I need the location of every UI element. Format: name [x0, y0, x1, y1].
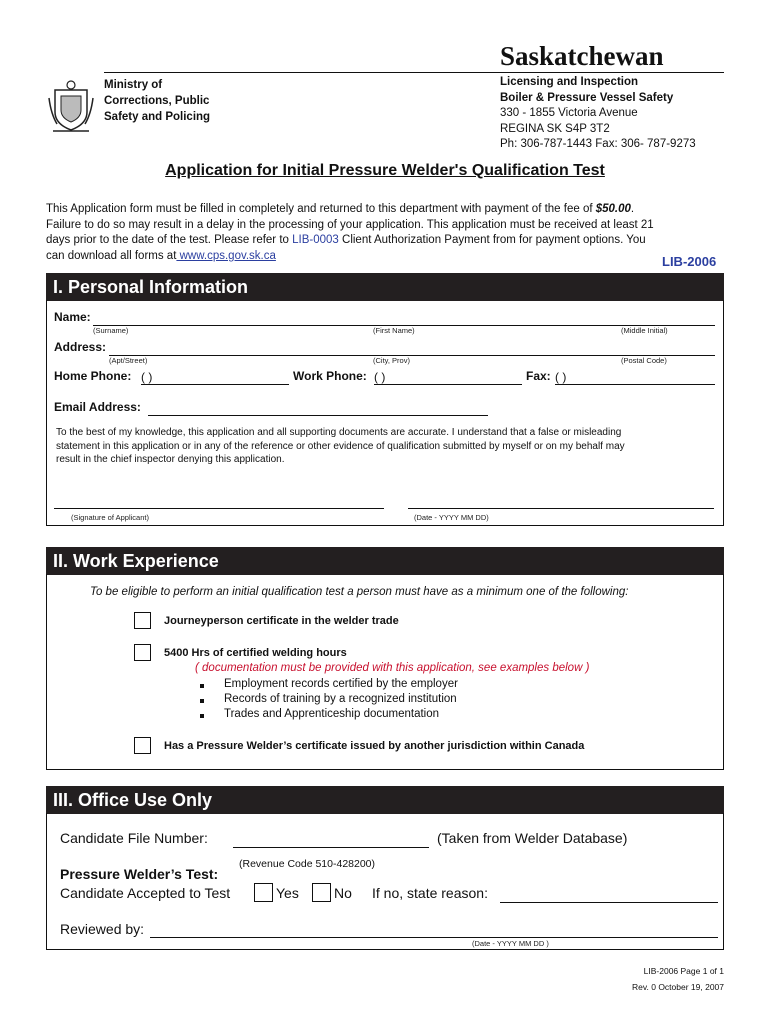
bullet-icon: [200, 699, 204, 703]
taken-from-note: (Taken from Welder Database): [437, 830, 628, 846]
list-item: Records of training by a recognized institution: [224, 693, 457, 705]
home-phone-label: Home Phone:: [54, 369, 132, 383]
city-caption: (City, Prov): [373, 356, 410, 365]
division-address: Licensing and Inspection Boiler & Pressure Vessel Safety 330 - 1855 Victoria Avenue REGINA SK S4P 3T2 Ph: 306-787-1443 Fax: 306- 787-9273: [500, 76, 696, 150]
signature-date-field[interactable]: [408, 496, 714, 509]
footer: [632, 963, 724, 995]
section-work-experience-header: II. Work Experience: [46, 547, 724, 575]
reviewed-by-label: Reviewed by:: [60, 921, 145, 937]
name-label: Name:: [54, 310, 91, 324]
name-field[interactable]: [93, 311, 715, 326]
yes-label: Yes: [276, 885, 299, 901]
journeyperson-checkbox[interactable]: [134, 612, 151, 629]
work-phone-label: Work Phone:: [293, 369, 367, 383]
work-phone-field[interactable]: ( ): [374, 370, 522, 385]
lib-0003-link[interactable]: LIB-0003: [292, 234, 339, 247]
bullet-icon: [200, 714, 204, 718]
home-phone-field[interactable]: ( ): [141, 370, 289, 385]
address-field[interactable]: [109, 341, 715, 356]
reason-label: If no, state reason:: [372, 885, 488, 901]
section-office-use-header: III. Office Use Only: [46, 786, 724, 814]
fee-amount: $50.00: [595, 203, 631, 215]
documentation-note: ( documentation must be provided with this application, see examples below ): [195, 662, 590, 674]
declaration-text: To the best of my knowledge, this application and all supporting documents are accurate. I understand that a false or misleading statement in this application or in any of the reference or other evidence of qualification submitted by myself or on my behalf may result in the chief inspector denying this application.: [56, 427, 625, 465]
fax-label: Fax:: [526, 369, 551, 383]
other-jurisdiction-checkbox[interactable]: [134, 737, 151, 754]
no-label: No: [334, 885, 352, 901]
signature-caption: (Signature of Applicant): [71, 513, 149, 522]
bullet-icon: [200, 684, 204, 688]
surname-caption: (Surname): [93, 326, 129, 335]
accepted-yes-checkbox[interactable]: [254, 883, 273, 902]
accepted-no-checkbox[interactable]: [312, 883, 331, 902]
middle-initial-caption: (Middle Initial): [621, 326, 668, 335]
apt-caption: (Apt/Street): [109, 356, 148, 365]
page-number: LIB-2006 Page 1 of 1: [643, 966, 724, 976]
section-personal-information-header: I. Personal Information: [46, 273, 724, 301]
section-office-use: [46, 813, 724, 950]
first-name-caption: (First Name): [373, 326, 415, 335]
address-label: Address:: [54, 340, 107, 354]
welding-hours-label: 5400 Hrs of certified welding hours: [164, 647, 347, 659]
reason-field[interactable]: [500, 885, 718, 903]
signature-date-caption: (Date - YYYY MM DD): [414, 513, 489, 522]
org-underline: [104, 72, 724, 73]
other-jurisdiction-label: Has a Pressure Welder’s certificate issued by another jurisdiction within Canada: [164, 740, 585, 752]
website-link[interactable]: www.cps.gov.sk.ca: [176, 249, 276, 262]
intro-text: This Application form must be filled in completely and returned to this department with payment of the fee of $50.00. Failure to do so may result in a delay in the processing of your application. This application must be received at least 21 days prior to the date of the test. Please refer to LIB-0003 Client Authorization Payment from for payment options. You can download all forms at www.cps.gov.sk.ca: [46, 203, 654, 262]
email-field[interactable]: [148, 401, 488, 416]
journeyperson-label: Journeyperson certificate in the welder trade: [164, 615, 399, 627]
signature-field[interactable]: [54, 496, 384, 509]
form-title: Application for Initial Pressure Welder's Qualification Test: [165, 162, 605, 179]
section-work-experience: [46, 574, 724, 770]
revision: Rev. 0 October 19, 2007: [632, 982, 724, 992]
work-experience-intro: To be eligible to perform an initial qualification test a person must have as a minimum one of the following:: [90, 586, 629, 598]
list-item: Employment records certified by the employer: [224, 678, 458, 690]
org-name: Saskatchewan: [500, 41, 664, 71]
email-label: Email Address:: [54, 400, 141, 414]
reviewed-date-caption: (Date - YYYY MM DD ): [472, 939, 549, 948]
section-personal-information: [46, 300, 724, 526]
postal-caption: (Postal Code): [621, 356, 667, 365]
reviewed-by-field[interactable]: [150, 921, 718, 938]
pressure-welder-test-label: Pressure Welder’s Test:: [60, 866, 219, 882]
revenue-code: (Revenue Code 510-428200): [239, 858, 376, 870]
coat-of-arms-icon: [47, 78, 95, 134]
ministry-name: Ministry of Corrections, Public Safety and Policing: [104, 79, 211, 123]
accepted-label: Candidate Accepted to Test: [60, 885, 231, 901]
file-number-field[interactable]: [233, 830, 429, 848]
welding-hours-checkbox[interactable]: [134, 644, 151, 661]
fax-field[interactable]: ( ): [555, 370, 715, 385]
form-code: LIB-2006: [662, 254, 717, 269]
list-item: Trades and Apprenticeship documentation: [224, 708, 440, 720]
file-number-label: Candidate File Number:: [60, 830, 208, 846]
